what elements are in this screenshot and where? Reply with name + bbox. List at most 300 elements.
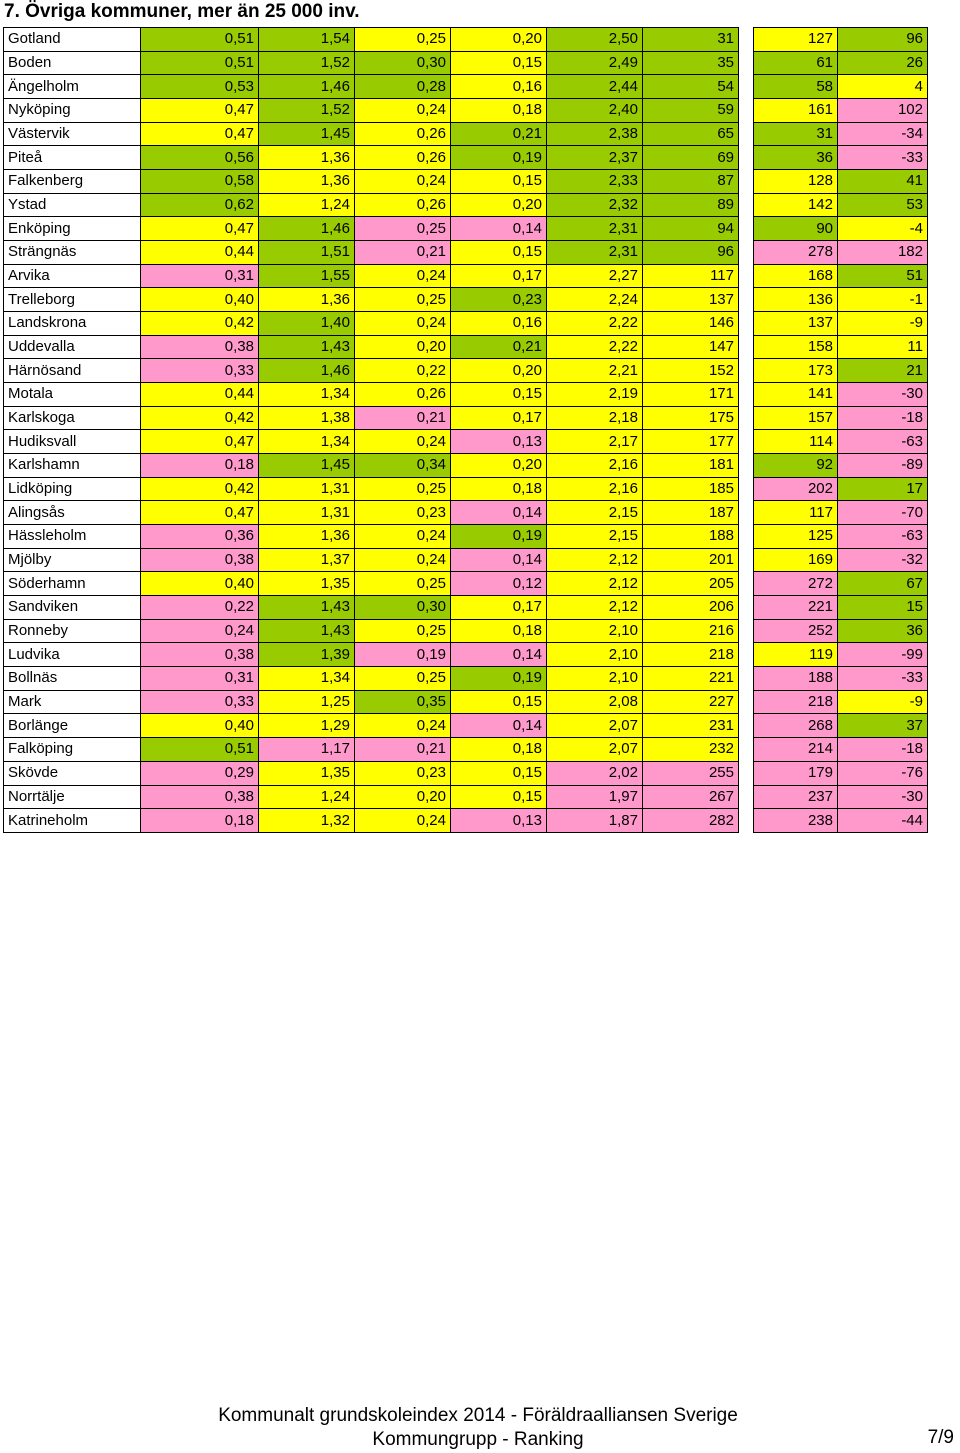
table-row bbox=[4, 785, 928, 809]
value-cell: 0,42 bbox=[141, 406, 259, 430]
column-gap bbox=[739, 690, 754, 714]
value-cell: -18 bbox=[838, 738, 928, 762]
value-cell: 2,19 bbox=[547, 383, 643, 407]
table-row bbox=[4, 525, 928, 549]
value-cell: 0,17 bbox=[451, 264, 547, 288]
value-cell: 0,30 bbox=[355, 596, 451, 620]
value-cell: 0,58 bbox=[141, 170, 259, 194]
value-cell: 221 bbox=[643, 667, 739, 691]
value-cell: 0,36 bbox=[141, 525, 259, 549]
value-cell: 0,25 bbox=[355, 572, 451, 596]
value-cell: 2,16 bbox=[547, 477, 643, 501]
value-cell: 1,39 bbox=[259, 643, 355, 667]
value-cell: -30 bbox=[838, 383, 928, 407]
value-cell: -32 bbox=[838, 548, 928, 572]
value-cell: 1,54 bbox=[259, 28, 355, 52]
municipality-name: Arvika bbox=[4, 264, 141, 288]
value-cell: 1,34 bbox=[259, 430, 355, 454]
value-cell: 0,16 bbox=[451, 75, 547, 99]
value-cell: 177 bbox=[643, 430, 739, 454]
value-cell: 146 bbox=[643, 312, 739, 336]
value-cell: 0,25 bbox=[355, 477, 451, 501]
value-cell: 0,14 bbox=[451, 643, 547, 667]
value-cell: 0,21 bbox=[451, 335, 547, 359]
value-cell: 2,15 bbox=[547, 525, 643, 549]
column-gap bbox=[739, 335, 754, 359]
value-cell: 175 bbox=[643, 406, 739, 430]
value-cell: 114 bbox=[754, 430, 838, 454]
column-gap bbox=[739, 146, 754, 170]
value-cell: -4 bbox=[838, 217, 928, 241]
table-row bbox=[4, 501, 928, 525]
value-cell: 65 bbox=[643, 122, 739, 146]
value-cell: 1,45 bbox=[259, 122, 355, 146]
column-gap bbox=[739, 761, 754, 785]
value-cell: 1,29 bbox=[259, 714, 355, 738]
value-cell: 0,47 bbox=[141, 122, 259, 146]
value-cell: 0,18 bbox=[141, 809, 259, 833]
value-cell: 0,24 bbox=[355, 170, 451, 194]
value-cell: 0,38 bbox=[141, 785, 259, 809]
value-cell: 54 bbox=[643, 75, 739, 99]
value-cell: 0,16 bbox=[451, 312, 547, 336]
value-cell: 2,17 bbox=[547, 430, 643, 454]
value-cell: 142 bbox=[754, 193, 838, 217]
value-cell: 0,15 bbox=[451, 785, 547, 809]
value-cell: 2,18 bbox=[547, 406, 643, 430]
column-gap bbox=[739, 501, 754, 525]
value-cell: 227 bbox=[643, 690, 739, 714]
value-cell: 187 bbox=[643, 501, 739, 525]
value-cell: 2,16 bbox=[547, 454, 643, 478]
value-cell: 0,15 bbox=[451, 383, 547, 407]
table-row bbox=[4, 454, 928, 478]
value-cell: 0,26 bbox=[355, 122, 451, 146]
value-cell: 0,47 bbox=[141, 430, 259, 454]
value-cell: 0,20 bbox=[451, 193, 547, 217]
value-cell: 2,31 bbox=[547, 241, 643, 265]
value-cell: 137 bbox=[643, 288, 739, 312]
value-cell: 0,19 bbox=[355, 643, 451, 667]
value-cell: 206 bbox=[643, 596, 739, 620]
column-gap bbox=[739, 406, 754, 430]
value-cell: 17 bbox=[838, 477, 928, 501]
value-cell: 69 bbox=[643, 146, 739, 170]
value-cell: 0,38 bbox=[141, 643, 259, 667]
value-cell: 232 bbox=[643, 738, 739, 762]
column-gap bbox=[739, 264, 754, 288]
column-gap bbox=[739, 28, 754, 52]
municipality-name: Landskrona bbox=[4, 312, 141, 336]
column-gap bbox=[739, 809, 754, 833]
value-cell: 1,38 bbox=[259, 406, 355, 430]
value-cell: 0,15 bbox=[451, 51, 547, 75]
value-cell: -1 bbox=[838, 288, 928, 312]
value-cell: 96 bbox=[838, 28, 928, 52]
value-cell: 59 bbox=[643, 99, 739, 123]
value-cell: 53 bbox=[838, 193, 928, 217]
value-cell: -70 bbox=[838, 501, 928, 525]
table-row bbox=[4, 193, 928, 217]
municipality-name: Piteå bbox=[4, 146, 141, 170]
value-cell: 0,31 bbox=[141, 667, 259, 691]
column-gap bbox=[739, 99, 754, 123]
value-cell: 1,45 bbox=[259, 454, 355, 478]
value-cell: 202 bbox=[754, 477, 838, 501]
municipality-name: Ludvika bbox=[4, 643, 141, 667]
value-cell: 0,19 bbox=[451, 146, 547, 170]
value-cell: 2,12 bbox=[547, 572, 643, 596]
value-cell: 0,47 bbox=[141, 217, 259, 241]
value-cell: 2,07 bbox=[547, 714, 643, 738]
value-cell: 2,22 bbox=[547, 335, 643, 359]
value-cell: 0,38 bbox=[141, 548, 259, 572]
table-row bbox=[4, 667, 928, 691]
value-cell: 90 bbox=[754, 217, 838, 241]
municipality-name: Falkenberg bbox=[4, 170, 141, 194]
value-cell: 2,07 bbox=[547, 738, 643, 762]
value-cell: 0,18 bbox=[451, 738, 547, 762]
value-cell: 21 bbox=[838, 359, 928, 383]
value-cell: 1,43 bbox=[259, 335, 355, 359]
value-cell: -33 bbox=[838, 146, 928, 170]
value-cell: 2,10 bbox=[547, 667, 643, 691]
value-cell: 1,24 bbox=[259, 193, 355, 217]
value-cell: 231 bbox=[643, 714, 739, 738]
municipality-name: Motala bbox=[4, 383, 141, 407]
value-cell: 0,47 bbox=[141, 501, 259, 525]
value-cell: 89 bbox=[643, 193, 739, 217]
municipality-name: Karlskoga bbox=[4, 406, 141, 430]
table-row bbox=[4, 28, 928, 52]
value-cell: -34 bbox=[838, 122, 928, 146]
municipality-name: Lidköping bbox=[4, 477, 141, 501]
table-row bbox=[4, 170, 928, 194]
municipality-name: Söderhamn bbox=[4, 572, 141, 596]
value-cell: 2,12 bbox=[547, 596, 643, 620]
value-cell: 169 bbox=[754, 548, 838, 572]
value-cell: 11 bbox=[838, 335, 928, 359]
value-cell: 171 bbox=[643, 383, 739, 407]
value-cell: 1,31 bbox=[259, 477, 355, 501]
municipality-name: Gotland bbox=[4, 28, 141, 52]
table-row bbox=[4, 99, 928, 123]
column-gap bbox=[739, 359, 754, 383]
value-cell: 0,47 bbox=[141, 99, 259, 123]
value-cell: 2,38 bbox=[547, 122, 643, 146]
municipality-name: Katrineholm bbox=[4, 809, 141, 833]
value-cell: 147 bbox=[643, 335, 739, 359]
value-cell: 1,24 bbox=[259, 785, 355, 809]
value-cell: 141 bbox=[754, 383, 838, 407]
table-row bbox=[4, 312, 928, 336]
value-cell: 237 bbox=[754, 785, 838, 809]
value-cell: 0,62 bbox=[141, 193, 259, 217]
value-cell: 0,24 bbox=[355, 714, 451, 738]
value-cell: -18 bbox=[838, 406, 928, 430]
column-gap bbox=[739, 193, 754, 217]
value-cell: 0,13 bbox=[451, 430, 547, 454]
value-cell: 185 bbox=[643, 477, 739, 501]
value-cell: 0,51 bbox=[141, 51, 259, 75]
table-row bbox=[4, 335, 928, 359]
value-cell: 0,24 bbox=[355, 809, 451, 833]
value-cell: 1,46 bbox=[259, 359, 355, 383]
value-cell: 157 bbox=[754, 406, 838, 430]
value-cell: 1,40 bbox=[259, 312, 355, 336]
table-row bbox=[4, 761, 928, 785]
value-cell: 31 bbox=[754, 122, 838, 146]
value-cell: 2,33 bbox=[547, 170, 643, 194]
table-row bbox=[4, 572, 928, 596]
municipality-name: Trelleborg bbox=[4, 288, 141, 312]
value-cell: 214 bbox=[754, 738, 838, 762]
table-row bbox=[4, 809, 928, 833]
table-row bbox=[4, 643, 928, 667]
table-row bbox=[4, 596, 928, 620]
column-gap bbox=[739, 643, 754, 667]
value-cell: 2,22 bbox=[547, 312, 643, 336]
value-cell: 0,51 bbox=[141, 738, 259, 762]
value-cell: 218 bbox=[643, 643, 739, 667]
table-row bbox=[4, 430, 928, 454]
value-cell: 0,28 bbox=[355, 75, 451, 99]
value-cell: 1,35 bbox=[259, 761, 355, 785]
value-cell: 2,10 bbox=[547, 619, 643, 643]
column-gap bbox=[739, 217, 754, 241]
value-cell: 216 bbox=[643, 619, 739, 643]
value-cell: 0,14 bbox=[451, 501, 547, 525]
value-cell: 2,08 bbox=[547, 690, 643, 714]
footer-title: Kommunalt grundskoleindex 2014 - Föräldraalliansen Sverige bbox=[218, 1405, 738, 1426]
value-cell: 2,27 bbox=[547, 264, 643, 288]
value-cell: 0,19 bbox=[451, 667, 547, 691]
table-row bbox=[4, 359, 928, 383]
value-cell: 0,15 bbox=[451, 761, 547, 785]
value-cell: 136 bbox=[754, 288, 838, 312]
value-cell: 94 bbox=[643, 217, 739, 241]
municipality-name: Hudiksvall bbox=[4, 430, 141, 454]
value-cell: 0,33 bbox=[141, 690, 259, 714]
column-gap bbox=[739, 170, 754, 194]
value-cell: 267 bbox=[643, 785, 739, 809]
value-cell: 252 bbox=[754, 619, 838, 643]
column-gap bbox=[739, 619, 754, 643]
table-row bbox=[4, 714, 928, 738]
value-cell: 0,35 bbox=[355, 690, 451, 714]
value-cell: 1,31 bbox=[259, 501, 355, 525]
value-cell: 61 bbox=[754, 51, 838, 75]
value-cell: 1,43 bbox=[259, 596, 355, 620]
value-cell: -9 bbox=[838, 690, 928, 714]
value-cell: 0,24 bbox=[355, 430, 451, 454]
value-cell: 205 bbox=[643, 572, 739, 596]
value-cell: 0,21 bbox=[355, 241, 451, 265]
table-row bbox=[4, 75, 928, 99]
value-cell: 0,44 bbox=[141, 383, 259, 407]
municipality-name: Norrtälje bbox=[4, 785, 141, 809]
table-row bbox=[4, 477, 928, 501]
table-body bbox=[4, 28, 928, 833]
value-cell: 282 bbox=[643, 809, 739, 833]
value-cell: 0,18 bbox=[141, 454, 259, 478]
value-cell: 67 bbox=[838, 572, 928, 596]
value-cell: 238 bbox=[754, 809, 838, 833]
value-cell: 0,19 bbox=[451, 525, 547, 549]
value-cell: 1,35 bbox=[259, 572, 355, 596]
value-cell: 0,38 bbox=[141, 335, 259, 359]
municipality-name: Nyköping bbox=[4, 99, 141, 123]
value-cell: 0,24 bbox=[355, 312, 451, 336]
value-cell: 0,20 bbox=[355, 785, 451, 809]
value-cell: 2,31 bbox=[547, 217, 643, 241]
value-cell: 0,15 bbox=[451, 170, 547, 194]
value-cell: 0,44 bbox=[141, 241, 259, 265]
value-cell: 268 bbox=[754, 714, 838, 738]
value-cell: 0,20 bbox=[451, 28, 547, 52]
value-cell: 168 bbox=[754, 264, 838, 288]
value-cell: 37 bbox=[838, 714, 928, 738]
column-gap bbox=[739, 738, 754, 762]
value-cell: 2,44 bbox=[547, 75, 643, 99]
value-cell: 0,42 bbox=[141, 477, 259, 501]
value-cell: 0,23 bbox=[355, 761, 451, 785]
municipality-name: Enköping bbox=[4, 217, 141, 241]
value-cell: 0,21 bbox=[355, 738, 451, 762]
municipality-name: Ängelholm bbox=[4, 75, 141, 99]
value-cell: 1,43 bbox=[259, 619, 355, 643]
table-row bbox=[4, 619, 928, 643]
municipality-name: Västervik bbox=[4, 122, 141, 146]
value-cell: 2,40 bbox=[547, 99, 643, 123]
value-cell: 0,15 bbox=[451, 690, 547, 714]
column-gap bbox=[739, 383, 754, 407]
table-row bbox=[4, 738, 928, 762]
value-cell: 102 bbox=[838, 99, 928, 123]
column-gap bbox=[739, 51, 754, 75]
table-row bbox=[4, 264, 928, 288]
value-cell: 1,97 bbox=[547, 785, 643, 809]
column-gap bbox=[739, 477, 754, 501]
value-cell: 0,20 bbox=[451, 359, 547, 383]
value-cell: 26 bbox=[838, 51, 928, 75]
value-cell: 87 bbox=[643, 170, 739, 194]
column-gap bbox=[739, 122, 754, 146]
value-cell: 0,18 bbox=[451, 99, 547, 123]
value-cell: 117 bbox=[754, 501, 838, 525]
value-cell: 0,40 bbox=[141, 572, 259, 596]
value-cell: 2,02 bbox=[547, 761, 643, 785]
value-cell: 1,36 bbox=[259, 288, 355, 312]
value-cell: 0,26 bbox=[355, 146, 451, 170]
value-cell: 173 bbox=[754, 359, 838, 383]
column-gap bbox=[739, 785, 754, 809]
value-cell: 2,24 bbox=[547, 288, 643, 312]
value-cell: -99 bbox=[838, 643, 928, 667]
value-cell: 1,37 bbox=[259, 548, 355, 572]
value-cell: 2,37 bbox=[547, 146, 643, 170]
value-cell: 1,55 bbox=[259, 264, 355, 288]
municipality-name: Falköping bbox=[4, 738, 141, 762]
value-cell: 0,17 bbox=[451, 406, 547, 430]
table-row bbox=[4, 241, 928, 265]
value-cell: 0,21 bbox=[355, 406, 451, 430]
table-row bbox=[4, 217, 928, 241]
value-cell: -63 bbox=[838, 525, 928, 549]
value-cell: 35 bbox=[643, 51, 739, 75]
value-cell: 0,24 bbox=[355, 548, 451, 572]
municipality-name: Sandviken bbox=[4, 596, 141, 620]
value-cell: 31 bbox=[643, 28, 739, 52]
value-cell: 1,32 bbox=[259, 809, 355, 833]
value-cell: 0,25 bbox=[355, 28, 451, 52]
value-cell: 1,34 bbox=[259, 383, 355, 407]
value-cell: 0,31 bbox=[141, 264, 259, 288]
value-cell: 1,36 bbox=[259, 525, 355, 549]
value-cell: -89 bbox=[838, 454, 928, 478]
value-cell: 41 bbox=[838, 170, 928, 194]
value-cell: 2,32 bbox=[547, 193, 643, 217]
value-cell: 117 bbox=[643, 264, 739, 288]
value-cell: 119 bbox=[754, 643, 838, 667]
column-gap bbox=[739, 241, 754, 265]
value-cell: 36 bbox=[838, 619, 928, 643]
value-cell: 125 bbox=[754, 525, 838, 549]
value-cell: 278 bbox=[754, 241, 838, 265]
value-cell: 0,51 bbox=[141, 28, 259, 52]
value-cell: 2,10 bbox=[547, 643, 643, 667]
value-cell: 2,50 bbox=[547, 28, 643, 52]
value-cell: 0,42 bbox=[141, 312, 259, 336]
value-cell: 58 bbox=[754, 75, 838, 99]
municipality-name: Ronneby bbox=[4, 619, 141, 643]
value-cell: 4 bbox=[838, 75, 928, 99]
value-cell: 0,20 bbox=[355, 335, 451, 359]
value-cell: 0,33 bbox=[141, 359, 259, 383]
value-cell: -33 bbox=[838, 667, 928, 691]
value-cell: 0,23 bbox=[451, 288, 547, 312]
value-cell: 0,24 bbox=[355, 525, 451, 549]
value-cell: 15 bbox=[838, 596, 928, 620]
value-cell: 1,46 bbox=[259, 217, 355, 241]
value-cell: -9 bbox=[838, 312, 928, 336]
value-cell: 36 bbox=[754, 146, 838, 170]
value-cell: 182 bbox=[838, 241, 928, 265]
value-cell: 0,23 bbox=[355, 501, 451, 525]
value-cell: 0,24 bbox=[141, 619, 259, 643]
municipality-name: Hässleholm bbox=[4, 525, 141, 549]
value-cell: 2,12 bbox=[547, 548, 643, 572]
value-cell: 0,13 bbox=[451, 809, 547, 833]
value-cell: 221 bbox=[754, 596, 838, 620]
value-cell: 1,52 bbox=[259, 99, 355, 123]
municipality-name: Mark bbox=[4, 690, 141, 714]
column-gap bbox=[739, 572, 754, 596]
value-cell: 2,49 bbox=[547, 51, 643, 75]
municipality-name: Alingsås bbox=[4, 501, 141, 525]
value-cell: 137 bbox=[754, 312, 838, 336]
value-cell: 128 bbox=[754, 170, 838, 194]
value-cell: 1,51 bbox=[259, 241, 355, 265]
column-gap bbox=[739, 525, 754, 549]
value-cell: 0,40 bbox=[141, 714, 259, 738]
value-cell: 181 bbox=[643, 454, 739, 478]
column-gap bbox=[739, 312, 754, 336]
value-cell: 255 bbox=[643, 761, 739, 785]
value-cell: 0,25 bbox=[355, 619, 451, 643]
column-gap bbox=[739, 667, 754, 691]
value-cell: 1,36 bbox=[259, 146, 355, 170]
